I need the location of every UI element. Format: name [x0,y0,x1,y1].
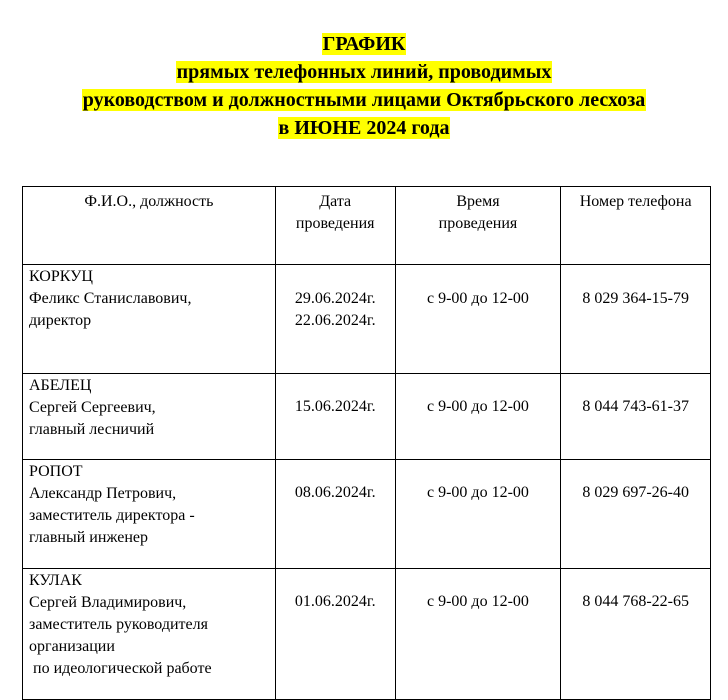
table-row [23,374,711,460]
table-row [23,569,711,700]
person-name: Сергей Владимирович, [29,594,187,611]
person-position: заместитель руководителя [29,616,208,633]
time-cell: с 9-00 до 12-00 [395,374,561,460]
header-phone: Номер телефона [561,187,711,265]
person-cell [23,265,276,374]
person-name: Александр Петрович, [29,485,177,502]
time-cell: с 9-00 до 12-00 [395,569,561,700]
date-cell: 08.06.2024г. [275,460,395,569]
title-subtitle-line-2: руководством и должностными лицами Октябрьского лесхоза [82,89,646,111]
header-name: Ф.И.О., должность [23,187,276,265]
person-surname: РОПОТ [29,463,83,480]
person-position: главный лесничий [29,421,155,438]
person-position: организации [29,638,115,655]
header-date: Дата проведения [275,187,395,265]
schedule-table [22,186,711,700]
time-cell: с 9-00 до 12-00 [395,460,561,569]
date-cell: 15.06.2024г. [275,374,395,460]
document-title [0,30,728,142]
table-header-row [23,187,711,265]
person-position: заместитель директора - [29,507,195,524]
title-subtitle-line-3: в ИЮНЕ 2024 года [278,117,450,139]
person-surname: АБЕЛЕЦ [29,377,92,394]
title-heading: ГРАФИК [322,33,406,55]
person-surname: КОРКУЦ [29,268,93,285]
date-cell: 01.06.2024г. [275,569,395,700]
header-time: Время проведения [395,187,561,265]
person-position: главный инженер [29,529,148,546]
time-cell: с 9-00 до 12-00 [395,265,561,374]
person-position: по идеологической работе [29,660,212,677]
person-position: директор [29,312,92,329]
phone-cell: 8 044 743-61-37 [561,374,711,460]
phone-cell: 8 044 768-22-65 [561,569,711,700]
person-name: Феликс Станиславович, [29,290,192,307]
person-name: Сергей Сергеевич, [29,399,156,416]
table-row [23,265,711,374]
phone-cell: 8 029 364-15-79 [561,265,711,374]
table-row [23,460,711,569]
person-cell [23,569,276,700]
person-cell [23,460,276,569]
title-subtitle-line-1: прямых телефонных линий, проводимых [176,61,552,83]
person-surname: КУЛАК [29,572,82,589]
phone-cell: 8 029 697-26-40 [561,460,711,569]
date-cell: 29.06.2024г. 22.06.2024г. [275,265,395,374]
person-cell [23,374,276,460]
